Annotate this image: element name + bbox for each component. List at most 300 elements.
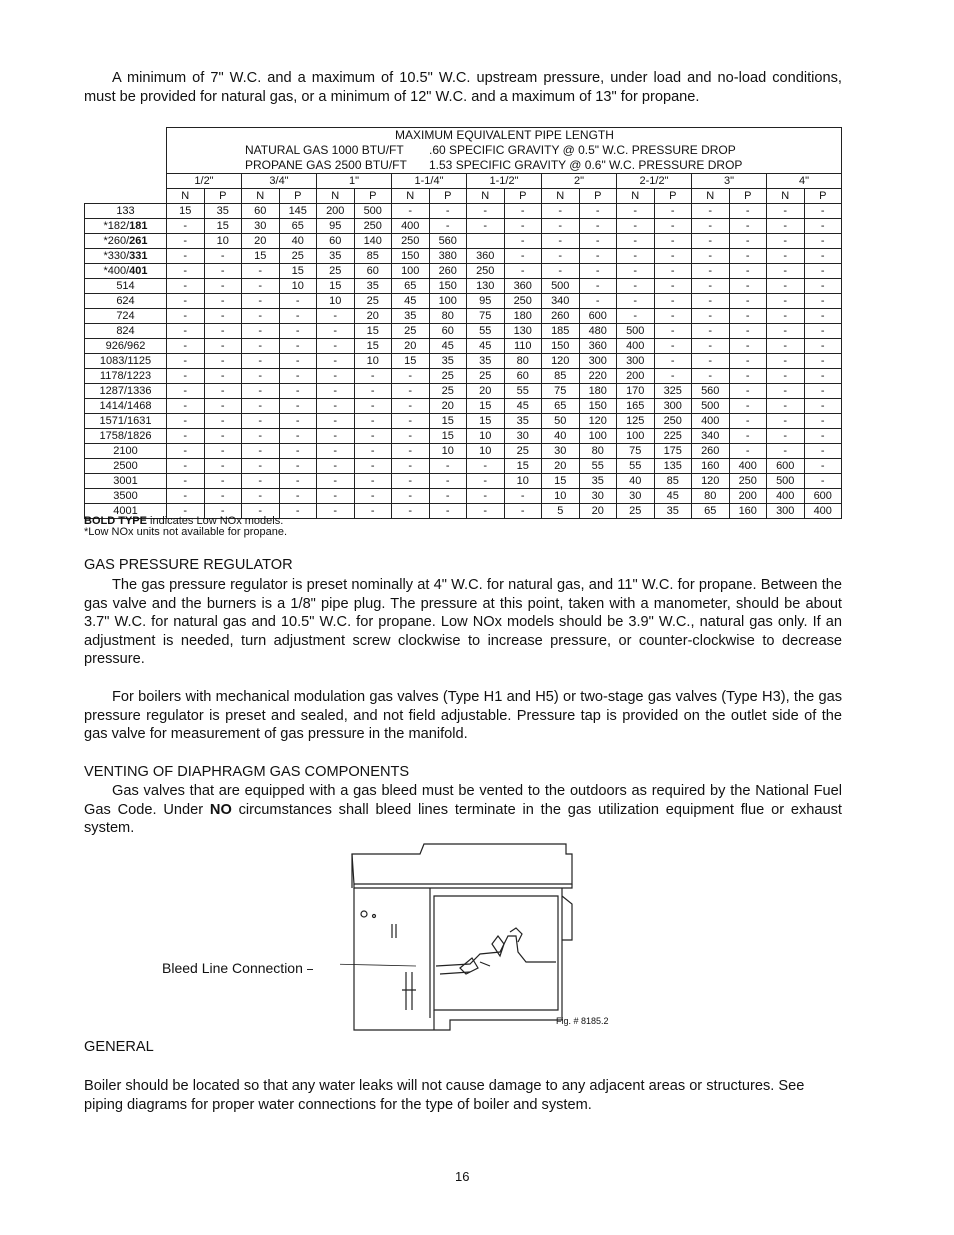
- length-cell: 10: [279, 279, 317, 294]
- pipe-size-header: 1-1/4": [392, 174, 467, 189]
- length-cell: -: [804, 264, 842, 279]
- pipe-size-header: 1/2": [167, 174, 242, 189]
- length-cell: -: [204, 309, 242, 324]
- length-cell: 200: [729, 489, 767, 504]
- length-cell: 25: [354, 294, 392, 309]
- length-cell: -: [804, 339, 842, 354]
- length-cell: -: [392, 444, 430, 459]
- length-cell: 45: [392, 294, 430, 309]
- length-cell: -: [729, 324, 767, 339]
- length-cell: 600: [579, 309, 617, 324]
- length-cell: 120: [542, 354, 580, 369]
- length-cell: 600: [767, 459, 805, 474]
- length-cell: 35: [579, 474, 617, 489]
- table-header-box: [167, 128, 842, 174]
- length-cell: -: [729, 219, 767, 234]
- length-cell: 15: [542, 474, 580, 489]
- length-cell: 60: [317, 234, 355, 249]
- length-cell: 380: [429, 249, 467, 264]
- length-cell: 15: [167, 204, 205, 219]
- length-cell: -: [429, 504, 467, 519]
- length-cell: 160: [692, 459, 730, 474]
- length-cell: 55: [617, 459, 655, 474]
- length-cell: -: [392, 474, 430, 489]
- length-cell: -: [804, 474, 842, 489]
- length-cell: 325: [654, 384, 692, 399]
- length-cell: 135: [654, 459, 692, 474]
- length-cell: -: [767, 309, 805, 324]
- length-cell: -: [242, 444, 280, 459]
- length-cell: -: [767, 414, 805, 429]
- length-cell: -: [654, 249, 692, 264]
- length-cell: 300: [654, 399, 692, 414]
- length-cell: 25: [392, 324, 430, 339]
- length-cell: -: [767, 264, 805, 279]
- length-cell: -: [242, 339, 280, 354]
- length-cell: 400: [767, 489, 805, 504]
- table-row: [85, 264, 842, 279]
- length-cell: -: [692, 369, 730, 384]
- length-cell: 15: [354, 324, 392, 339]
- length-cell: -: [354, 459, 392, 474]
- model-cell: *260/261: [85, 234, 167, 249]
- model-cell: 1178/1223: [85, 369, 167, 384]
- length-cell: -: [504, 504, 542, 519]
- length-cell: 35: [204, 204, 242, 219]
- no-emphasis: NO: [209, 801, 232, 818]
- table-row: [85, 459, 842, 474]
- length-cell: 15: [429, 414, 467, 429]
- length-cell: -: [804, 279, 842, 294]
- length-cell: -: [204, 324, 242, 339]
- length-cell: -: [654, 324, 692, 339]
- length-cell: -: [804, 219, 842, 234]
- length-cell: -: [467, 489, 505, 504]
- length-cell: -: [317, 369, 355, 384]
- length-cell: -: [242, 369, 280, 384]
- length-cell: -: [242, 279, 280, 294]
- length-cell: -: [767, 249, 805, 264]
- length-cell: 20: [467, 384, 505, 399]
- length-cell: -: [204, 474, 242, 489]
- model-cell: 514: [85, 279, 167, 294]
- model-cell: 1758/1826: [85, 429, 167, 444]
- length-cell: 30: [617, 489, 655, 504]
- table-row: [85, 234, 842, 249]
- length-cell: 360: [504, 279, 542, 294]
- table-row: [85, 249, 842, 264]
- length-cell: -: [692, 249, 730, 264]
- intro-text: A minimum of 7" W.C. and a maximum of 10.5" W.C. upstream pressure, under load and no-load conditions, must be provided for natural gas, or a minimum of 12" W.C. and a maximum of 13" for propane.: [84, 70, 842, 105]
- length-cell: -: [654, 204, 692, 219]
- table-row: [85, 339, 842, 354]
- length-cell: -: [392, 414, 430, 429]
- length-cell: -: [767, 369, 805, 384]
- model-cell: 3001: [85, 474, 167, 489]
- venting-paragraph: Gas valves that are equipped with a gas bleed must be vented to the outdoors as required by the National Fuel Gas Code. Under NO circumstances shall bleed lines terminate in the gas utilization equipment flue or exhaust system.: [84, 783, 842, 837]
- length-cell: -: [467, 204, 505, 219]
- length-cell: -: [429, 474, 467, 489]
- length-cell: -: [617, 249, 655, 264]
- length-cell: -: [692, 294, 730, 309]
- length-cell: -: [242, 414, 280, 429]
- length-cell: -: [767, 219, 805, 234]
- length-cell: -: [767, 339, 805, 354]
- length-cell: -: [804, 204, 842, 219]
- gas-type-header: P: [804, 189, 842, 204]
- length-cell: -: [279, 399, 317, 414]
- length-cell: 400: [392, 219, 430, 234]
- length-cell: -: [542, 249, 580, 264]
- model-cell: 724: [85, 309, 167, 324]
- length-cell: 100: [579, 429, 617, 444]
- length-cell: -: [354, 504, 392, 519]
- length-cell: -: [767, 444, 805, 459]
- length-cell: -: [317, 399, 355, 414]
- table-row: [85, 489, 842, 504]
- length-cell: -: [504, 264, 542, 279]
- length-cell: -: [767, 294, 805, 309]
- length-cell: -: [729, 354, 767, 369]
- length-cell: -: [392, 399, 430, 414]
- length-cell: -: [242, 324, 280, 339]
- length-cell: 15: [392, 354, 430, 369]
- figure-number: Fig. # 8185.2: [556, 1016, 609, 1026]
- table-row: [85, 219, 842, 234]
- length-cell: -: [429, 459, 467, 474]
- table-row: [85, 414, 842, 429]
- length-cell: -: [204, 489, 242, 504]
- length-cell: -: [279, 474, 317, 489]
- length-cell: -: [242, 354, 280, 369]
- length-cell: [467, 234, 505, 249]
- length-cell: -: [767, 279, 805, 294]
- model-cell: *182/181: [85, 219, 167, 234]
- length-cell: -: [279, 504, 317, 519]
- length-cell: -: [354, 369, 392, 384]
- length-cell: -: [204, 339, 242, 354]
- pipe-size-header: 1-1/2": [467, 174, 542, 189]
- length-cell: 180: [579, 384, 617, 399]
- length-cell: -: [167, 324, 205, 339]
- length-cell: -: [354, 429, 392, 444]
- low-nox-note: indicates Low NOx models.: [146, 515, 284, 527]
- length-cell: -: [617, 264, 655, 279]
- length-cell: -: [729, 369, 767, 384]
- length-cell: -: [767, 354, 805, 369]
- length-cell: 95: [317, 219, 355, 234]
- length-cell: -: [504, 234, 542, 249]
- length-cell: -: [729, 414, 767, 429]
- length-cell: -: [692, 309, 730, 324]
- length-cell: -: [242, 504, 280, 519]
- length-cell: 85: [654, 474, 692, 489]
- bleed-line-label: Bleed Line Connection: [162, 960, 313, 976]
- length-cell: 15: [204, 219, 242, 234]
- length-cell: 85: [354, 249, 392, 264]
- length-cell: -: [767, 324, 805, 339]
- length-cell: 80: [429, 309, 467, 324]
- table-row: [85, 354, 842, 369]
- length-cell: 250: [729, 474, 767, 489]
- length-cell: -: [729, 399, 767, 414]
- length-cell: -: [242, 399, 280, 414]
- length-cell: 75: [617, 444, 655, 459]
- length-cell: 10: [504, 474, 542, 489]
- length-cell: 400: [804, 504, 842, 519]
- model-cell: *400/401: [85, 264, 167, 279]
- length-cell: -: [504, 249, 542, 264]
- length-cell: -: [729, 249, 767, 264]
- length-cell: -: [617, 309, 655, 324]
- length-cell: -: [204, 279, 242, 294]
- length-cell: -: [317, 474, 355, 489]
- length-cell: 600: [804, 489, 842, 504]
- model-cell: 133: [85, 204, 167, 219]
- length-cell: 120: [579, 414, 617, 429]
- length-cell: -: [504, 489, 542, 504]
- length-cell: -: [242, 309, 280, 324]
- length-cell: -: [167, 294, 205, 309]
- length-cell: 100: [429, 294, 467, 309]
- length-cell: -: [654, 219, 692, 234]
- table-notes: [84, 516, 287, 538]
- length-cell: -: [167, 264, 205, 279]
- length-cell: 85: [542, 369, 580, 384]
- length-cell: 360: [579, 339, 617, 354]
- length-cell: 10: [354, 354, 392, 369]
- table-row: [85, 384, 842, 399]
- length-cell: -: [204, 414, 242, 429]
- gas-type-header: P: [579, 189, 617, 204]
- length-cell: 250: [354, 219, 392, 234]
- bold-type-note: BOLD TYPE: [84, 515, 147, 527]
- gas-type-header: N: [242, 189, 280, 204]
- length-cell: 20: [242, 234, 280, 249]
- pipe-size-header: 2-1/2": [617, 174, 692, 189]
- length-cell: 60: [242, 204, 280, 219]
- length-cell: 45: [467, 339, 505, 354]
- length-cell: -: [692, 339, 730, 354]
- length-cell: 55: [504, 384, 542, 399]
- length-cell: 40: [279, 234, 317, 249]
- length-cell: -: [729, 309, 767, 324]
- length-cell: -: [579, 219, 617, 234]
- length-cell: -: [167, 459, 205, 474]
- length-cell: -: [317, 459, 355, 474]
- length-cell: -: [204, 399, 242, 414]
- table-row: [85, 309, 842, 324]
- length-cell: -: [354, 489, 392, 504]
- length-cell: 15: [317, 279, 355, 294]
- length-cell: 260: [429, 264, 467, 279]
- length-cell: 55: [467, 324, 505, 339]
- length-cell: -: [804, 354, 842, 369]
- gas-type-header: N: [692, 189, 730, 204]
- pipe-size-header: 1": [317, 174, 392, 189]
- regulator-heading: GAS PRESSURE REGULATOR: [84, 557, 293, 573]
- length-cell: 400: [617, 339, 655, 354]
- length-cell: 130: [467, 279, 505, 294]
- gas-type-header: P: [204, 189, 242, 204]
- length-cell: -: [429, 204, 467, 219]
- length-cell: -: [279, 354, 317, 369]
- gas-type-header: P: [354, 189, 392, 204]
- gas-type-header: P: [729, 189, 767, 204]
- length-cell: -: [654, 294, 692, 309]
- length-cell: 15: [354, 339, 392, 354]
- length-cell: 10: [467, 429, 505, 444]
- length-cell: 20: [392, 339, 430, 354]
- length-cell: -: [167, 279, 205, 294]
- length-cell: -: [167, 309, 205, 324]
- length-cell: -: [542, 234, 580, 249]
- length-cell: 500: [617, 324, 655, 339]
- length-cell: -: [767, 204, 805, 219]
- length-cell: -: [204, 459, 242, 474]
- length-cell: -: [242, 429, 280, 444]
- length-cell: 15: [467, 414, 505, 429]
- length-cell: 185: [542, 324, 580, 339]
- propane-note: *Low NOx units not available for propane.: [84, 526, 288, 538]
- length-cell: -: [504, 204, 542, 219]
- length-cell: -: [804, 444, 842, 459]
- length-cell: 65: [392, 279, 430, 294]
- length-cell: 250: [654, 414, 692, 429]
- length-cell: 140: [354, 234, 392, 249]
- length-cell: 60: [504, 369, 542, 384]
- length-cell: -: [317, 309, 355, 324]
- length-cell: 30: [242, 219, 280, 234]
- length-cell: -: [729, 339, 767, 354]
- length-cell: 400: [692, 414, 730, 429]
- length-cell: 20: [542, 459, 580, 474]
- length-cell: -: [317, 429, 355, 444]
- length-cell: -: [204, 504, 242, 519]
- length-cell: -: [692, 219, 730, 234]
- length-cell: -: [279, 489, 317, 504]
- length-cell: -: [317, 504, 355, 519]
- length-cell: 500: [542, 279, 580, 294]
- length-cell: -: [804, 369, 842, 384]
- gas-type-header: N: [542, 189, 580, 204]
- length-cell: -: [317, 324, 355, 339]
- length-cell: 80: [504, 354, 542, 369]
- length-cell: 30: [579, 489, 617, 504]
- length-cell: -: [167, 489, 205, 504]
- regulator-paragraph-2: For boilers with mechanical modulation gas valves (Type H1 and H5) or two-stage gas valves (Type H3), the gas pressure regulator is preset and sealed, and not field adjustable. Pressure tap is provided on the outlet side of the gas valve for measurement of gas pressure in the manifold.: [84, 689, 842, 743]
- length-cell: 150: [542, 339, 580, 354]
- length-cell: 15: [242, 249, 280, 264]
- model-cell: 1414/1468: [85, 399, 167, 414]
- length-cell: 340: [692, 429, 730, 444]
- length-cell: -: [804, 459, 842, 474]
- length-cell: 50: [542, 414, 580, 429]
- length-cell: -: [654, 339, 692, 354]
- gas-type-header: N: [167, 189, 205, 204]
- length-cell: 25: [467, 369, 505, 384]
- length-cell: -: [242, 384, 280, 399]
- gas-type-header: N: [767, 189, 805, 204]
- length-cell: 400: [729, 459, 767, 474]
- length-cell: -: [654, 264, 692, 279]
- length-cell: 100: [617, 429, 655, 444]
- length-cell: -: [767, 384, 805, 399]
- length-cell: 15: [467, 399, 505, 414]
- boiler-figure: [340, 840, 580, 1036]
- length-cell: -: [279, 309, 317, 324]
- pipe-size-header: 3": [692, 174, 767, 189]
- table-row: [85, 294, 842, 309]
- length-cell: 180: [504, 309, 542, 324]
- length-cell: -: [804, 249, 842, 264]
- length-cell: 220: [579, 369, 617, 384]
- length-cell: 45: [429, 339, 467, 354]
- length-cell: 300: [767, 504, 805, 519]
- gas-type-header: P: [654, 189, 692, 204]
- length-cell: -: [467, 474, 505, 489]
- length-cell: -: [354, 474, 392, 489]
- length-cell: -: [579, 204, 617, 219]
- model-cell: 1287/1336: [85, 384, 167, 399]
- length-cell: -: [167, 414, 205, 429]
- length-cell: 25: [429, 369, 467, 384]
- pipe-size-header: 3/4": [242, 174, 317, 189]
- length-cell: 30: [504, 429, 542, 444]
- length-cell: -: [167, 249, 205, 264]
- length-cell: 25: [504, 444, 542, 459]
- length-cell: -: [392, 369, 430, 384]
- length-cell: -: [392, 489, 430, 504]
- length-cell: 360: [467, 249, 505, 264]
- length-cell: 35: [392, 309, 430, 324]
- length-cell: 95: [467, 294, 505, 309]
- model-cell: 1571/1631: [85, 414, 167, 429]
- length-cell: -: [542, 264, 580, 279]
- propane-spec: PROPANE GAS 2500 BTU/FT 1.53 SPECIFIC GRAVITY @ 0.6" W.C. PRESSURE DROP: [245, 158, 743, 172]
- length-cell: 75: [542, 384, 580, 399]
- length-cell: -: [279, 414, 317, 429]
- length-cell: -: [804, 399, 842, 414]
- length-cell: -: [804, 234, 842, 249]
- general-heading: GENERAL: [84, 1039, 154, 1055]
- length-cell: -: [429, 219, 467, 234]
- gas-type-header: N: [467, 189, 505, 204]
- length-cell: -: [429, 489, 467, 504]
- length-cell: -: [354, 444, 392, 459]
- length-cell: -: [167, 504, 205, 519]
- length-cell: -: [617, 279, 655, 294]
- gas-type-header: N: [317, 189, 355, 204]
- table-row: [85, 279, 842, 294]
- pipe-size-header-row: [85, 174, 842, 189]
- length-cell: -: [279, 294, 317, 309]
- length-cell: -: [804, 384, 842, 399]
- length-cell: 35: [429, 354, 467, 369]
- length-cell: 15: [279, 264, 317, 279]
- length-cell: 175: [654, 444, 692, 459]
- length-cell: -: [654, 309, 692, 324]
- regulator-paragraph-1: The gas pressure regulator is preset nominally at 4" W.C. for natural gas, and 11" W.C. for propane. Between the gas valve and the burners is a 1/8" pipe plug. The pressure at this point, taken with a manometer, should be about 3.7" W.C. for natural gas and 10.5" W.C. for propane. Low NOx models should be 3.9" W.C., natural gas only. If an adjustment is needed, turn adjustment screw clockwise to increase pressure, or counter-clockwise to decrease pressure.: [84, 577, 842, 668]
- length-cell: 250: [392, 234, 430, 249]
- length-cell: 560: [429, 234, 467, 249]
- length-cell: -: [804, 309, 842, 324]
- length-cell: 170: [617, 384, 655, 399]
- model-cell: 624: [85, 294, 167, 309]
- length-cell: 150: [429, 279, 467, 294]
- length-cell: -: [167, 474, 205, 489]
- length-cell: -: [167, 399, 205, 414]
